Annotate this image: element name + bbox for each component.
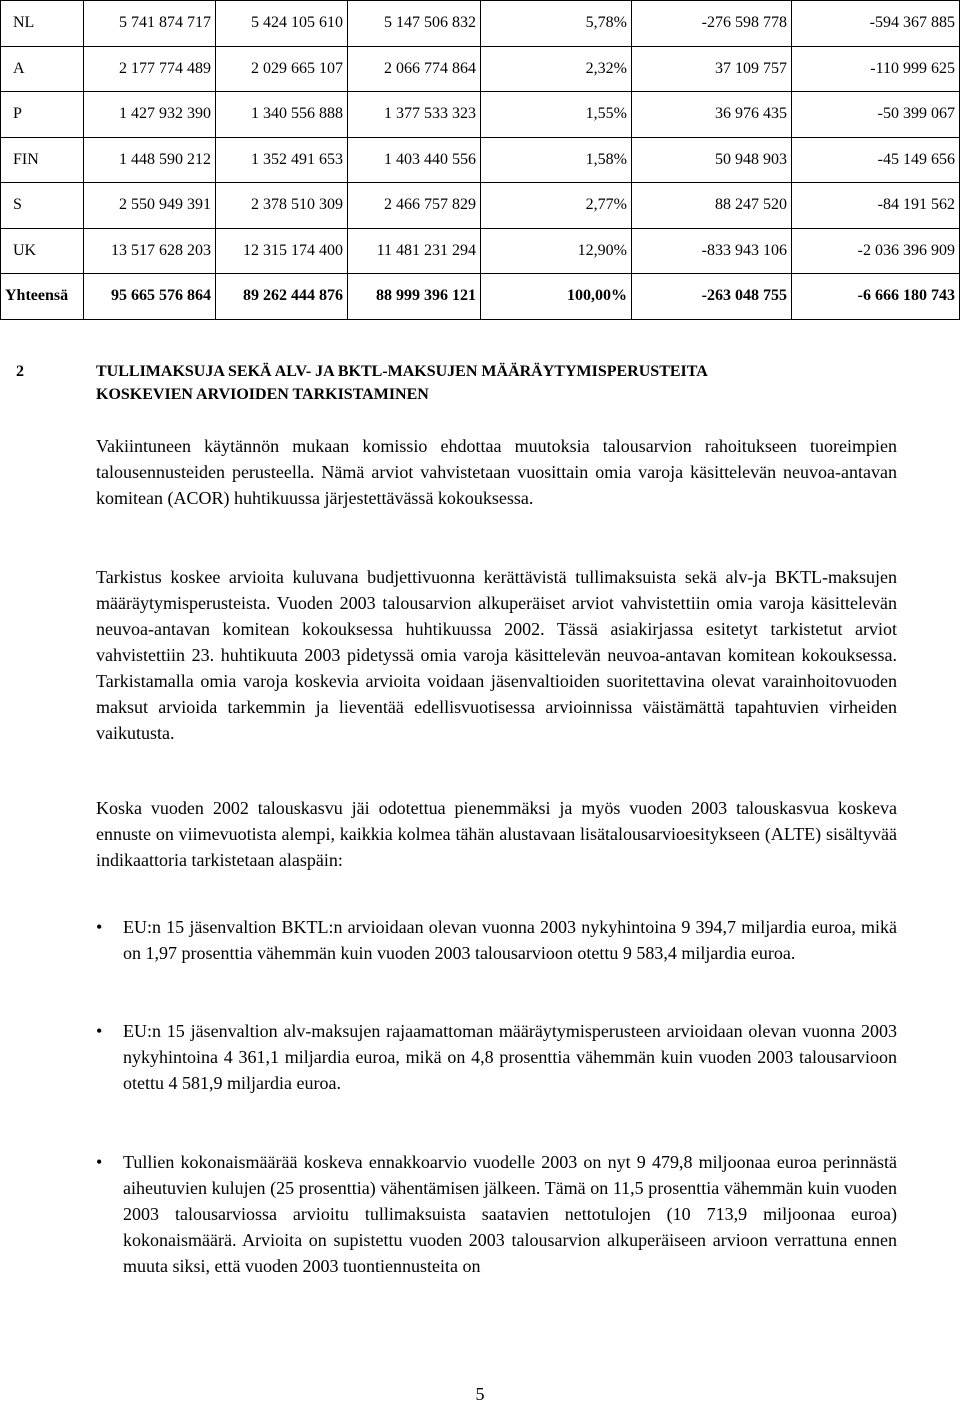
table-cell-country: NL: [1, 1, 84, 47]
table-cell-value: 88 999 396 121: [348, 274, 481, 320]
table-cell-value: 1 352 491 653: [216, 137, 348, 183]
table-cell-value: 37 109 757: [632, 46, 792, 92]
member-state-table: [0, 0, 960, 320]
table-cell-country: Yhteensä: [1, 274, 84, 320]
table-cell-value: 5 147 506 832: [348, 1, 481, 47]
bullet-item: [96, 914, 897, 966]
section-number: 2: [16, 363, 24, 380]
table-cell-value: 2 066 774 864: [348, 46, 481, 92]
table-cell-country: UK: [1, 228, 84, 274]
table-cell-value: 1,58%: [481, 137, 632, 183]
table-cell-country: FIN: [1, 137, 84, 183]
table-cell-value: 1 403 440 556: [348, 137, 481, 183]
table-cell-value: 2,77%: [481, 183, 632, 229]
table-cell-value: 5,78%: [481, 1, 632, 47]
table-cell-value: -833 943 106: [632, 228, 792, 274]
table-cell-value: 1 427 932 390: [84, 92, 216, 138]
table-row: [1, 228, 960, 274]
table-cell-value: 13 517 628 203: [84, 228, 216, 274]
table-cell-value: 100,00%: [481, 274, 632, 320]
section-title-line1: TULLIMAKSUJA SEKÄ ALV- JA BKTL-MAKSUJEN MÄÄRÄYTYMISPERUSTEITA: [96, 363, 708, 380]
table-row: [1, 92, 960, 138]
table-cell-value: 89 262 444 876: [216, 274, 348, 320]
table-row: [1, 1, 960, 47]
table-cell-value: 2 177 774 489: [84, 46, 216, 92]
table-cell-value: -50 399 067: [792, 92, 960, 138]
bullet-item: [96, 1018, 897, 1096]
table-cell-value: -276 598 778: [632, 1, 792, 47]
bullet-icon: •: [96, 1152, 103, 1172]
table-cell-value: 2 378 510 309: [216, 183, 348, 229]
table-cell-value: 5 424 105 610: [216, 1, 348, 47]
bullet-text: Tullien kokonaismäärää koskeva ennakkoarvio vuodelle 2003 on nyt 9 479,8 miljoonaa euroa perinnästä aiheutuvien kulujen (25 prosenttia) vähentämisen jälkeen. Tämä on 11,5 prosenttia vähemmän kuin vuoden 2003 talousarviossa arvioitu tullimaksuista saatavien nettotulojen (10 713,9 miljoonaa euroa) kokonaismäärä. Arvioita on supistettu vuoden 2003 talousarvion alkuperäiseen arvioon verrattuna ennen muuta siksi, että vuoden 2003 tuontiennusteita on: [123, 1152, 897, 1276]
table-cell-value: 1 340 556 888: [216, 92, 348, 138]
table-cell-value: -110 999 625: [792, 46, 960, 92]
bullet-icon: •: [96, 917, 103, 937]
table-cell-country: A: [1, 46, 84, 92]
table-total-row: [1, 274, 960, 320]
bullet-text: EU:n 15 jäsenvaltion BKTL:n arvioidaan olevan vuonna 2003 nykyhintoina 9 394,7 miljardia euroa, mikä on 1,97 prosenttia vähemmän kuin vuoden 2003 talousarvioon otettu 9 583,4 miljardia euroa.: [123, 917, 897, 963]
table-cell-value: 36 976 435: [632, 92, 792, 138]
table-cell-value: -2 036 396 909: [792, 228, 960, 274]
bullet-text: EU:n 15 jäsenvaltion alv-maksujen rajaamattoman määräytymisperusteen arvioidaan olevan vuonna 2003 nykyhintoina 4 361,1 miljardia euroa, mikä on 4,8 prosenttia vähemmän kuin vuoden 2003 talousarvioon otettu 4 581,9 miljardia euroa.: [123, 1021, 897, 1093]
section-heading: [16, 360, 896, 406]
bullet-item: [96, 1149, 897, 1279]
table-body: [1, 1, 960, 320]
table-cell-value: -263 048 755: [632, 274, 792, 320]
table-cell-value: 1 448 590 212: [84, 137, 216, 183]
table-cell-value: 12 315 174 400: [216, 228, 348, 274]
table-cell-value: 1,55%: [481, 92, 632, 138]
table-cell-value: 2 466 757 829: [348, 183, 481, 229]
table-cell-value: -594 367 885: [792, 1, 960, 47]
table-cell-value: 1 377 533 323: [348, 92, 481, 138]
paragraph-3: Koska vuoden 2002 talouskasvu jäi odotettua pienemmäksi ja myös vuoden 2003 talouskasvua koskeva ennuste on viimevuotista alempi, kaikkia kolmea tähän alustavaan lisätalousarvioesitykseen (ALTE) sisältyvää indikaattoria tarkistetaan alaspäin:: [96, 798, 897, 870]
paragraph-1: Vakiintuneen käytännön mukaan komissio ehdottaa muutoksia talousarvion rahoitukseen tuoreimpien talousennusteiden perusteella. Nämä arviot vahvistetaan vuosittain omia varoja käsittelevän neuvoa-antavan komitean (ACOR) huhtikuussa järjestettävässä kokouksessa.: [96, 436, 897, 508]
table-cell-value: 95 665 576 864: [84, 274, 216, 320]
table-row: [1, 46, 960, 92]
table-cell-country: P: [1, 92, 84, 138]
section-title-line2: KOSKEVIEN ARVIOIDEN TARKISTAMINEN: [96, 386, 429, 403]
table-cell-value: -6 666 180 743: [792, 274, 960, 320]
table-cell-country: S: [1, 183, 84, 229]
table-cell-value: 50 948 903: [632, 137, 792, 183]
table-cell-value: 5 741 874 717: [84, 1, 216, 47]
paragraph-2: Tarkistus koskee arvioita kuluvana budjettivuonna kerättävistä tullimaksuista sekä alv-ja BKTL-maksujen määräytymisperusteista. Vuoden 2003 talousarvion alkuperäiset arviot vahvistettiin omia varoja käsittelevän neuvoa-antavan komitean kokouksessa huhtikuussa 2002. Tässä asiakirjassa esitetyt tarkistetut arviot vahvistettiin 23. huhtikuuta 2003 pidetyssä omia varoja käsittelevän neuvoa-antavan komitean kokouksessa. Tarkistamalla omia varoja koskevia arvioita voidaan jäsenvaltioiden suoritettavina olevat varainhoitovuoden maksut arvioida tarkemmin ja lieventää edellisvuotisessa arvioinnissa väistämättä tapahtuvien virheiden vaikutusta.: [96, 567, 897, 743]
table-row: [1, 137, 960, 183]
table-cell-value: 2,32%: [481, 46, 632, 92]
bullet-icon: •: [96, 1021, 103, 1041]
table-cell-value: -45 149 656: [792, 137, 960, 183]
table-cell-value: 12,90%: [481, 228, 632, 274]
table-cell-value: 2 550 949 391: [84, 183, 216, 229]
table-cell-value: -84 191 562: [792, 183, 960, 229]
table-cell-value: 88 247 520: [632, 183, 792, 229]
table-cell-value: 11 481 231 294: [348, 228, 481, 274]
page-number: 5: [475, 1384, 485, 1404]
table-row: [1, 183, 960, 229]
table-cell-value: 2 029 665 107: [216, 46, 348, 92]
